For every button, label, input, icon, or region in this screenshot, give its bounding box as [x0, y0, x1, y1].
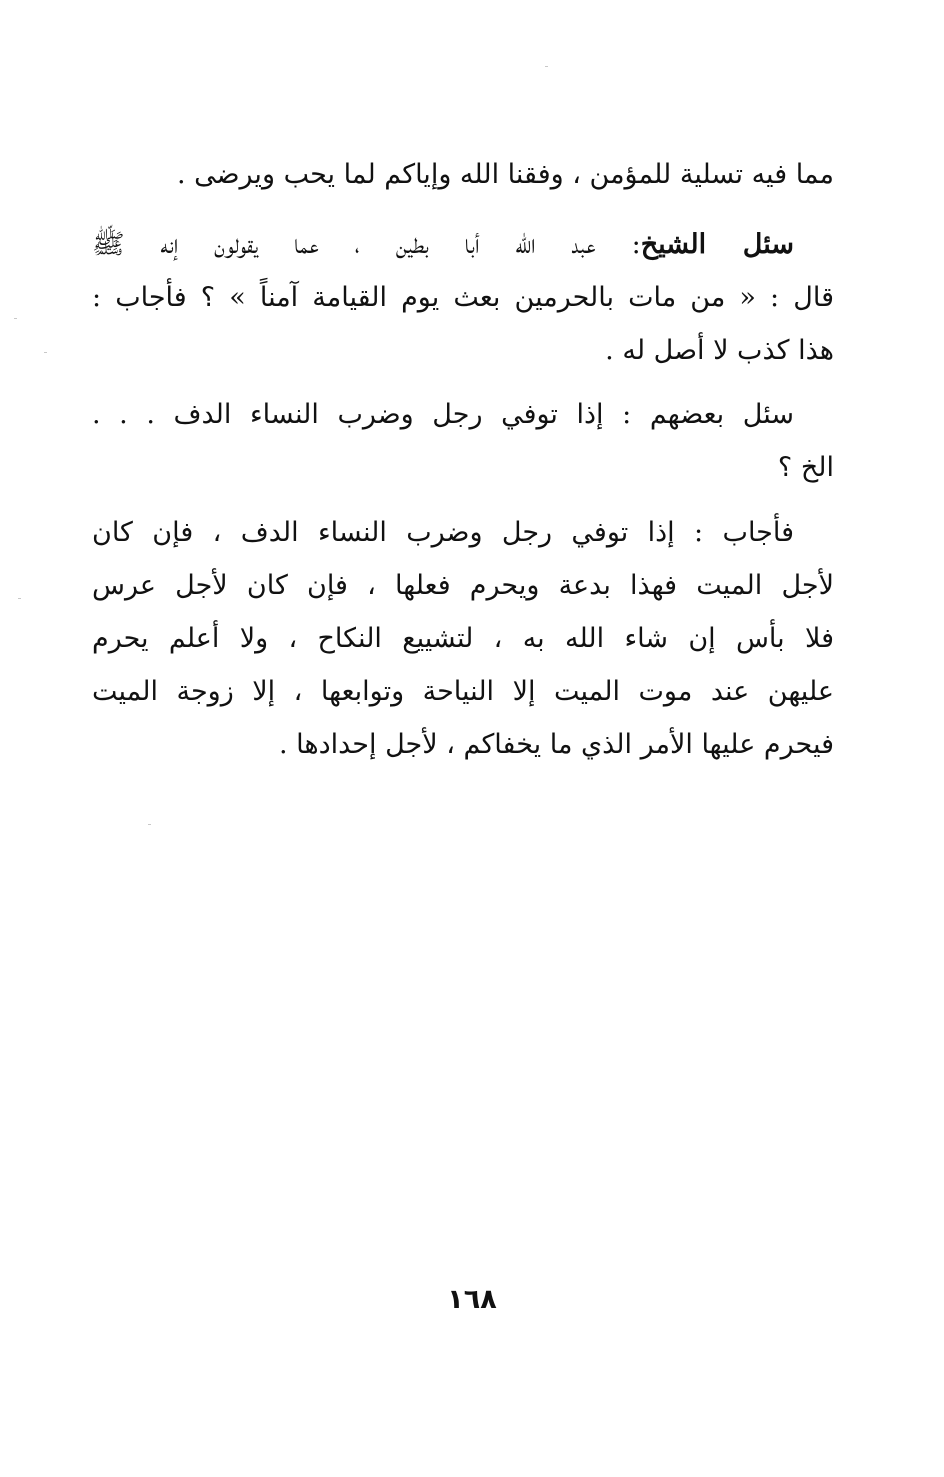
text-line: فيحرم عليها الأمر الذي ما يخفاكم ، لأجل إحدادها .: [278, 729, 834, 760]
text-line: فلا بأس إن شاء الله به ، لتشييع النكاح ، ولا أعلم يحرم: [92, 623, 834, 654]
text-line: [92, 218, 834, 271]
page-number: ١٦٨: [447, 1284, 497, 1315]
paragraph-consolation: [92, 148, 834, 201]
text-line: الخ ؟: [777, 452, 834, 483]
scan-speck: [545, 66, 548, 67]
scan-speck: [148, 824, 151, 825]
paragraph-answer-daff: [92, 506, 834, 771]
text-line: مما فيه تسلية للمؤمن ، وفقنا الله وإياكم لما يحب ويرضى .: [176, 159, 834, 190]
text-line: سئل بعضهم : إذا توفي رجل وضرب النساء الدف . . .: [92, 399, 794, 430]
question-label: سئل الشيخ: [640, 229, 794, 260]
scan-speck: [44, 352, 47, 353]
text-line: قال : « من مات بالحرمين بعث يوم القيامة آمناً » ؟ فأجاب :: [92, 282, 834, 313]
text-line: فأجاب : إذا توفي رجل وضرب النساء الدف ، فإن كان: [92, 517, 794, 548]
scan-speck: [18, 598, 21, 599]
text-line: عليهن عند موت الميت إلا النياحة وتوابعها ، إلا زوجة الميت: [92, 676, 834, 707]
paragraph-question-daff: [92, 388, 834, 494]
scan-speck: [14, 318, 17, 319]
text-line: هذا كذب لا أصل له .: [605, 335, 834, 366]
text-segment: : عبد الله أبا بطين ، عما يقولون إنه ﷺ: [92, 229, 641, 260]
paragraph-question-haramain: [92, 218, 834, 377]
text-line: لأجل الميت فهذا بدعة ويحرم فعلها ، فإن كان لأجل عرس: [92, 570, 834, 601]
